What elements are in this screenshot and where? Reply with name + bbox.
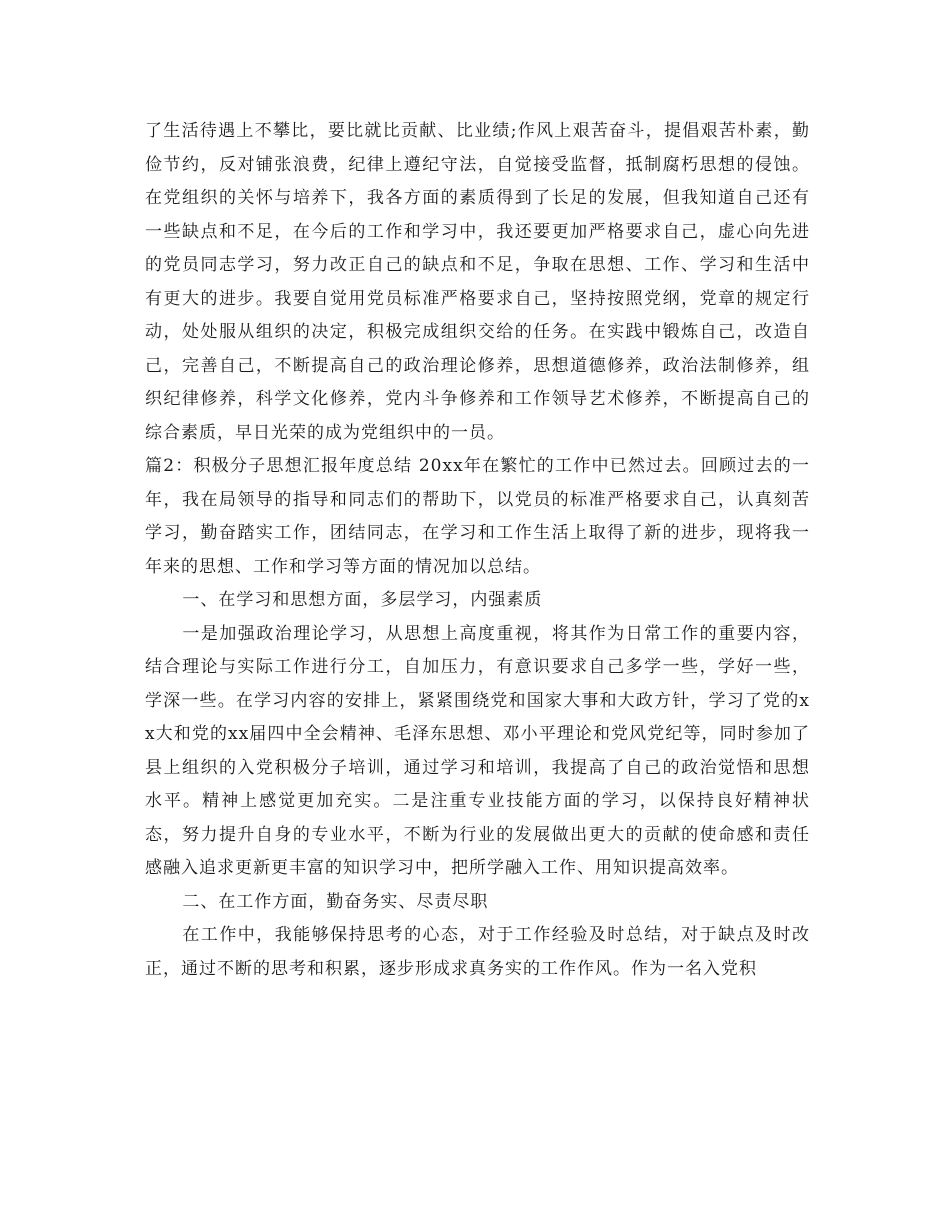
paragraph-continuation: 了生活待遇上不攀比，要比就比贡献、比业绩;作风上艰苦奋斗，提倡艰苦朴素，勤俭节约，反对铺张浪费，纪律上遵纪守法，自觉接受监督，抵制腐朽思想的侵蚀。 在党组织的关怀与培养下，我各方面的素质得到了长足的发展，但我知道自己还有一些缺点和不足，在今后的工作和学习中，我还要更加严格要求自己，虚心向先进的党员同志学习，努力改正自己的缺点和不足，争取在思想、工作、学习和生活中有更大的进步。我要自觉用党员标准严格要求自己，坚持按照党纲，党章的规定行动，处处服从组织的决定，积极完成组织交给的任务。在实践中锻炼自己，改造自己，完善自己，不断提高自己的政治理论修养，思想道德修养，政治法制修养，组织纪律修养，科学文化修养，党内斗争修养和工作领导艺术修养，不断提高自己的综合素质，早日光荣的成为党组织中的一员。 [145, 121, 810, 443]
paragraph-work-details: 在工作中，我能够保持思考的心态，对于工作经验及时总结，对于缺点及时改正，通过不断的思考和积累，逐步形成求真务实的工作作风。作为一名入党积 [145, 925, 810, 979]
paragraph-study-details: 一是加强政治理论学习，从思想上高度重视，将其作为日常工作的重要内容，结合理论与实际工作进行分工，自加压力，有意识要求自己多学一些，学好一些，学深一些。在学习内容的安排上，紧紧围绕党和国家大事和大政方针，学习了党的xx大和党的xx届四中全会精神、毛泽东思想、邓小平理论和党风党纪等，同时参加了县上组织的入党积极分子培训，通过学习和培训，我提高了自己的政治觉悟和思想水平。精神上感觉更加充实。二是注重专业技能方面的学习，以保持良好精神状态，努力提升自身的专业水平，不断为行业的发展做出更大的贡献的使命感和责任感融入追求更新更丰富的知识学习中，把所学融入工作、用知识提高效率。 [145, 623, 810, 878]
section-heading-work: 二、在工作方面，勤奋务实、尽责尽职 [182, 891, 489, 912]
paragraph-section-2-intro: 篇2：积极分子思想汇报年度总结 20xx年在繁忙的工作中已然过去。回顾过去的一年，我在局领导的指导和同志们的帮助下，以党员的标准严格要求自己，认真刻苦学习，勤奋踏实工作，团结同志，在学习和工作生活上取得了新的进步，现将我一年来的思想、工作和学习等方面的情况加以总结。 [145, 456, 810, 577]
section-heading-study: 一、在学习和思想方面，多层学习，内强素质 [182, 590, 543, 610]
document-body [145, 115, 810, 986]
